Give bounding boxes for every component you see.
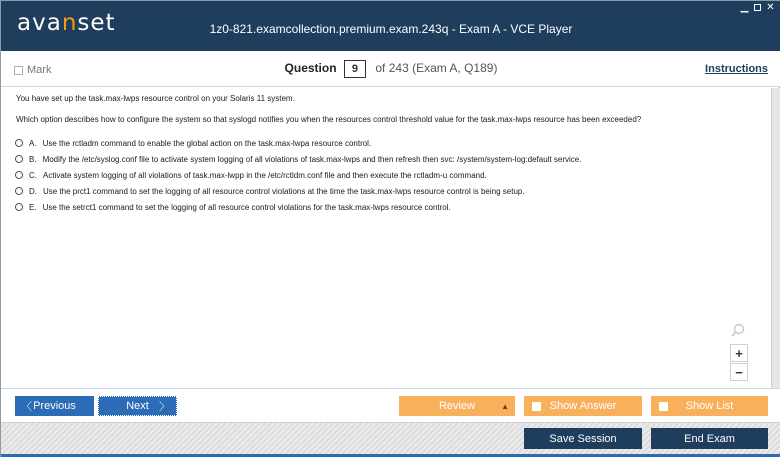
logo-accent: n <box>61 10 78 36</box>
instructions-link[interactable]: Instructions <box>705 63 768 75</box>
option-d[interactable] <box>15 183 581 199</box>
question-label: Question <box>284 61 337 75</box>
review-label: Review <box>438 400 476 412</box>
end-exam-button[interactable]: End Exam <box>651 428 768 449</box>
option-b[interactable] <box>15 151 581 167</box>
logo-part: set <box>77 10 116 36</box>
option-letter: C. <box>29 170 37 180</box>
show-list-label: Show List <box>685 400 734 412</box>
option-letter: A. <box>29 138 37 148</box>
option-e[interactable] <box>15 199 581 215</box>
checkbox-icon <box>659 402 668 411</box>
previous-button[interactable] <box>15 396 94 416</box>
zoom-out-button[interactable]: − <box>730 363 748 381</box>
zoom-in-button[interactable]: + <box>730 344 748 362</box>
answer-options <box>15 135 581 215</box>
radio-icon[interactable] <box>15 139 23 147</box>
vertical-scrollbar[interactable] <box>771 88 780 388</box>
minimize-icon[interactable]: ▁ <box>740 2 749 13</box>
option-letter: D. <box>29 186 37 196</box>
question-counter <box>1 60 780 78</box>
title-bar <box>1 1 780 51</box>
radio-icon[interactable] <box>15 155 23 163</box>
logo-part: ava <box>17 10 62 36</box>
navigation-bar <box>1 388 780 422</box>
option-text: Use the rctladm command to enable the global action on the task.max-lwpa resource control. <box>42 138 372 148</box>
show-answer-label: Show Answer <box>549 400 617 412</box>
chevron-right-icon: 〉 <box>159 401 170 413</box>
question-header <box>1 51 780 87</box>
next-button[interactable] <box>98 396 177 416</box>
question-number-input[interactable]: 9 <box>344 60 366 78</box>
question-intro: You have set up the task.max-lwps resource control on your Solaris 11 system. <box>16 94 295 103</box>
option-a[interactable] <box>15 135 581 151</box>
show-list-button[interactable] <box>651 396 768 416</box>
option-text: Modify the /etc/syslog.conf file to activate system logging of all violations of task.max-lwps and then refresh then svc: /system/system-log:default service. <box>42 154 582 164</box>
question-text: Which option describes how to configure the system so that syslogd notifies you when the resources control threshold value for the task.max-lwps resource has been exceeded? <box>16 115 642 124</box>
option-text: Use the prct1 command to set the logging of all resource control violations at the time the task.max-lwps resource control is being setup. <box>43 186 525 196</box>
radio-icon[interactable] <box>15 187 23 195</box>
option-c[interactable] <box>15 167 581 183</box>
question-total: of 243 (Exam A, Q189) <box>375 61 498 75</box>
option-text: Use the setrct1 command to set the logging of all resource control violations for the task.max-lwps resource control. <box>42 202 451 212</box>
triangle-up-icon: ▲ <box>501 401 509 411</box>
question-content <box>1 88 771 388</box>
checkbox-icon <box>532 402 541 411</box>
magnifier-icon <box>731 323 745 337</box>
option-letter: B. <box>29 154 37 164</box>
close-icon[interactable]: ✕ <box>766 2 775 13</box>
window-title: 1z0-821.examcollection.premium.exam.243q - Exam A - VCE Player <box>209 22 573 36</box>
mark-label: Mark <box>27 64 52 76</box>
show-answer-button[interactable] <box>524 396 642 416</box>
save-session-button[interactable]: Save Session <box>524 428 642 449</box>
window-controls <box>740 3 775 13</box>
option-letter: E. <box>29 202 37 212</box>
review-button[interactable] <box>399 396 515 416</box>
previous-label: Previous <box>33 400 76 412</box>
option-text: Activate system logging of all violations of task.max-lwpp in the /etc/rctldm.conf file and then execute the rctladm-u command. <box>43 170 487 180</box>
action-bar <box>1 422 780 457</box>
radio-icon[interactable] <box>15 203 23 211</box>
maximize-icon[interactable] <box>754 4 761 11</box>
radio-icon[interactable] <box>15 171 23 179</box>
chevron-left-icon: 〈 <box>21 401 32 413</box>
next-label: Next <box>126 400 149 412</box>
